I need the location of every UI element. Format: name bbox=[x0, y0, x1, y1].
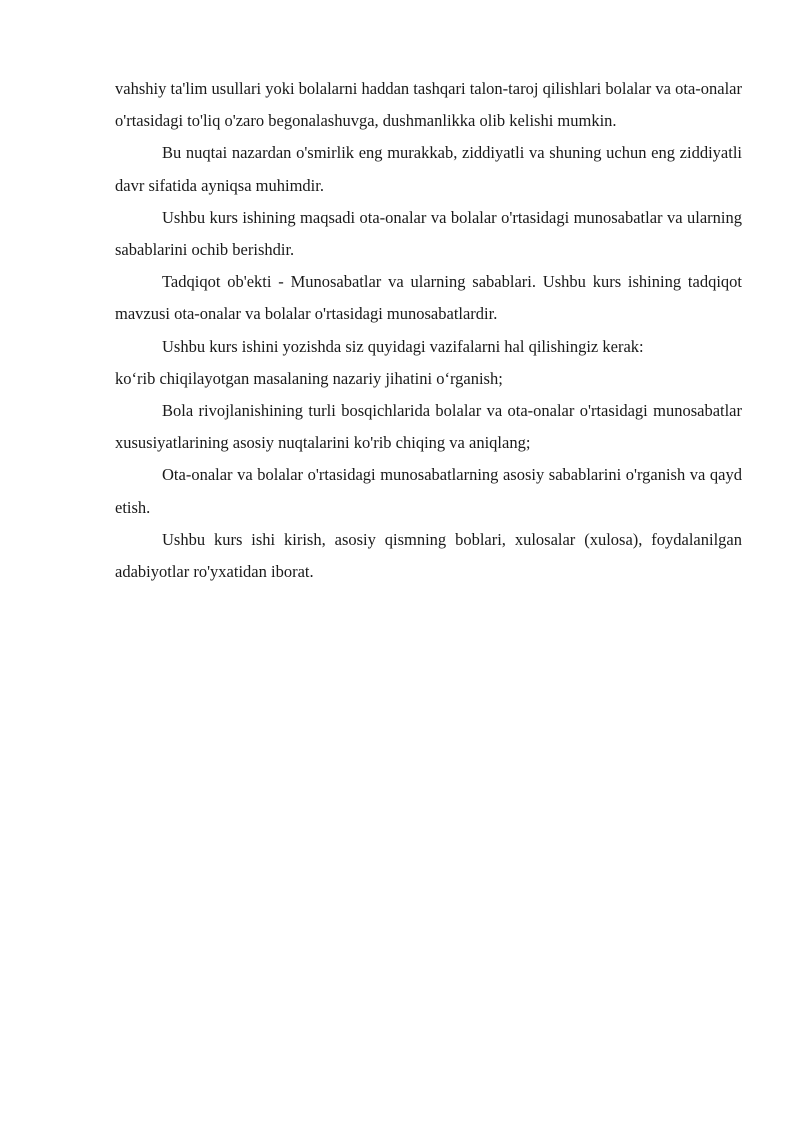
paragraph-continuation: vahshiy ta'lim usullari yoki bolalarni haddan tashqari talon-taroj qilishlari bolalar va ota-onalar o'rtasidagi to'liq o'zaro begonalashuvga, dushmanlikka olib kelishi mumkin. bbox=[115, 79, 742, 131]
paragraph-goal: Ushbu kurs ishining maqsadi ota-onalar va bolalar o'rtasidagi munosabatlar va ularning sabablarini ochib berishdir. bbox=[115, 207, 742, 260]
paragraph-task-3: Ota-onalar va bolalar o'rtasidagi munosabatlarning asosiy sabablarini o'rganish va qayd etish. bbox=[115, 465, 742, 517]
paragraph-task-1: ko‘rib chiqilayotgan masalaning nazariy jihatini o‘rganish; bbox=[115, 368, 503, 388]
paragraph-structure: Ushbu kurs ishi kirish, asosiy qismning boblari, xulosalar (xulosa), foydalanilgan adabiyotlar ro'yxatidan iborat. bbox=[115, 529, 742, 582]
paragraph-task-2: Bola rivojlanishining turli bosqichlarida bolalar va ota-onalar o'rtasidagi munosabatlar xususiyatlarining asosiy nuqtalarini ko'rib chiqing va aniqlang; bbox=[115, 401, 742, 453]
paragraph-research-object: Tadqiqot ob'ekti - Munosabatlar va ularning sabablari. Ushbu kurs ishining tadqiqot mavzusi ota-onalar va bolalar o'rtasidagi munosabatlardir. bbox=[115, 272, 742, 324]
document-body bbox=[115, 73, 742, 588]
paragraph-adolescence: Bu nuqtai nazardan o'smirlik eng murakkab, ziddiyatli va shuning uchun eng ziddiyatli davr sifatida ayniqsa muhimdir. bbox=[115, 143, 742, 195]
paragraph-tasks-intro: Ushbu kurs ishini yozishda siz quyidagi vazifalarni hal qilishingiz kerak: bbox=[162, 336, 644, 356]
